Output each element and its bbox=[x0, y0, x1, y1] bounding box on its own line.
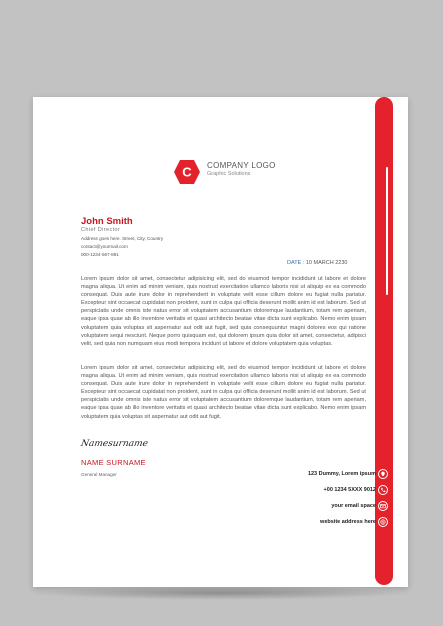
signer-title: General Manager bbox=[81, 472, 117, 477]
sender-email: contact@yourmail.com bbox=[81, 244, 128, 249]
date-value: 10 MARCH 2230 bbox=[305, 260, 348, 266]
email-icon bbox=[378, 501, 388, 511]
sender-name: John Smith bbox=[81, 216, 133, 227]
sender-phone: 000-1234-567-891 bbox=[81, 252, 119, 257]
contact-email: your email space bbox=[331, 503, 376, 509]
body-paragraph: Lorem ipsum dolor sit amet, consectetur adipisicing elit, sed do eiusmod tempor incididunt ut labore et dolore magna aliqua. Ut enim ad minim veniam, quis nostrud exercitation ullamco laboris nisi ut aliquip ex ea commodo consequat. Duis aute irure dolor in reprehenderit in voluptate velit esse cillum dolore eu fugiat nulla pariatur. Excepteur sint occaecat cupidatat non proident, sunt in culpa qui officia deserunt mollit anim id est laborum. Sed ut perspiciatis unde omnis iste natus error sit voluptatem accusantium doloremque laudantium, totam rem aperiam, eaque ipsa quae ab illo inventore veritatis et quasi architecto beatae vitae dicta sunt explicabo. Nemo enim ipsam voluptatem quia voluptas sit aspernatur aut odit aut fugit. bbox=[81, 365, 366, 420]
logo-title: COMPANY LOGO bbox=[207, 161, 276, 170]
hexagon-logo-icon bbox=[173, 159, 201, 185]
signer-name: NAME SURNAME bbox=[81, 458, 146, 467]
letter-date bbox=[287, 260, 347, 266]
page-shadow bbox=[33, 586, 408, 600]
sender-address: Address goes here. Street, City, Country bbox=[81, 236, 164, 241]
accent-bar-highlight bbox=[386, 167, 388, 295]
logo-subtitle: Graphic Solutions bbox=[207, 171, 251, 177]
phone-icon bbox=[378, 485, 388, 495]
contact-address: 123 Dummy, Lorem ipsum bbox=[307, 471, 376, 477]
body-paragraph: Lorem ipsum dolor sit amet, consectetur adipisicing elit, sed do eiusmod tempor incididunt ut labore et dolore magna aliqua. Ut enim ad minim veniam, quis nostrud exercitation ullamco laboris nisi ut aliquip ex ea commodo consequat. Duis aute irure dolor in reprehenderit in voluptate velit esse cillum dolore eu fugiat nulla pariatur. Excepteur sint occaecat cupidatat non proident, sunt in culpa qui officia deserunt mollit anim id est laborum. Sed ut perspiciatis unde omnis iste natus error sit voluptatem accusantium doloremque laudantium, totam rem aperiam, eaque ipsa quae ab illo inventore veritatis et quasi architecto beatae vitae dicta sunt explicabo. Nemo enim ipsam voluptatem quia voluptas sit aspernatur aut odit aut fugit, sed quia consequuntur magni dolores eos qui ratione voluptatem sequi nesciunt. Neque porro quisquam est, qui dolorem ipsum quia dolor sit amet, consectetur, adipisci velit, sed quia non numquam eius modi tempora incidunt ut labore et dolore voluptatem quia voluptas. bbox=[81, 276, 366, 347]
sender-role: Chief Director bbox=[81, 227, 121, 233]
letterhead-page bbox=[33, 97, 408, 587]
location-pin-icon bbox=[378, 469, 388, 479]
globe-icon bbox=[378, 517, 388, 527]
contact-phone: +00 1234 5XXX 9012 bbox=[323, 487, 376, 493]
contact-website: website address here bbox=[320, 519, 376, 525]
logo-letter: C bbox=[182, 164, 192, 180]
signature: Namesurname bbox=[80, 439, 149, 449]
date-label: DATE : bbox=[287, 260, 305, 266]
accent-bar bbox=[375, 97, 393, 585]
